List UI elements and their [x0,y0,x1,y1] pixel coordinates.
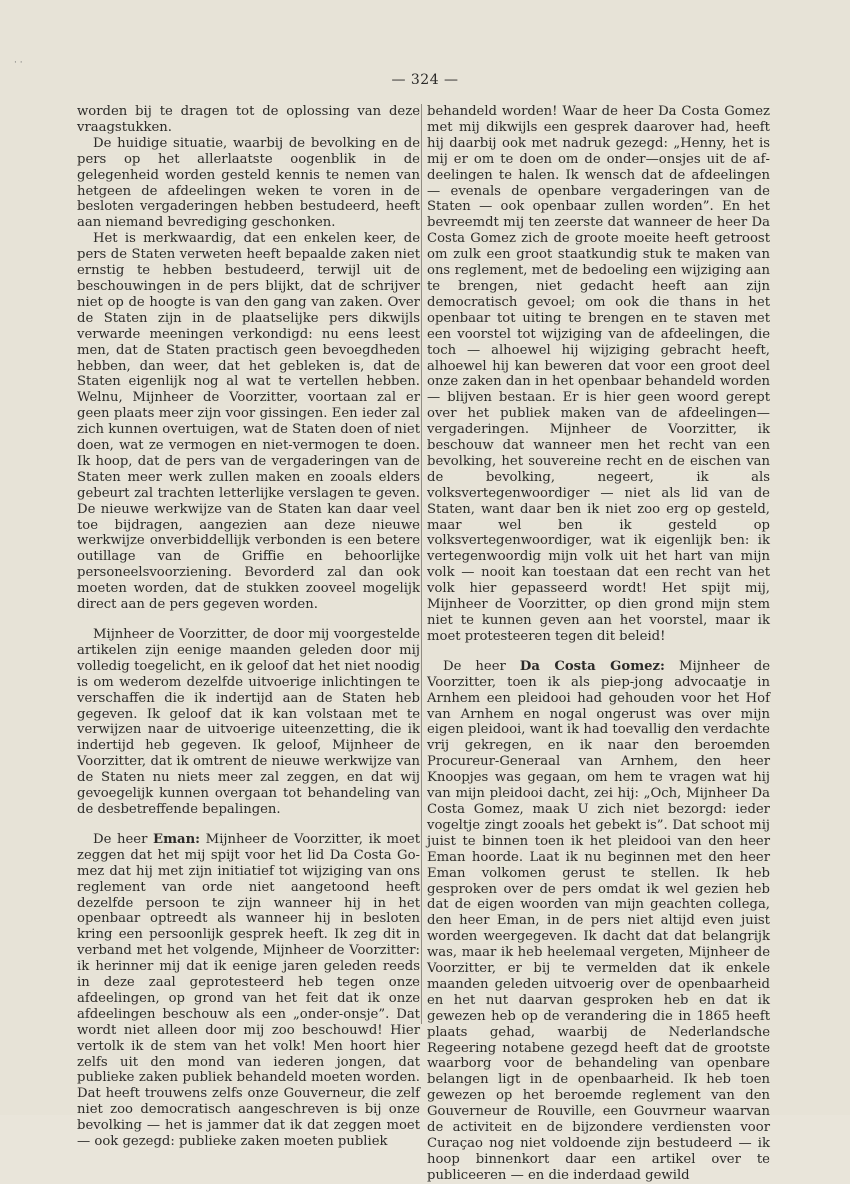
speech-paragraph [427,659,770,1184]
speaker-name: Da Costa Gomez: [519,658,665,674]
speech-paragraph [77,832,420,1150]
margin-mark: · · [14,58,23,68]
column-divider [421,104,422,1024]
paragraph: Het is merkwaardig, dat een enkelen keer, de pers de Staten verweten heeft bepaalde zaken niet ernstig te hebben bestudeerd, terwijl uit de beschouwingen in de pers blijkt, dat de schrijver niet op de hoogte is van den gang van zaken. Over de Staten zijn in de plaatselijke pers dikwijls verwarde meeningen verkondigd: nu eens leest men, dat de Staten practisch geen bevoegdheden hebben, dan weer, dat het gebleken is, dat de Staten eigenlijk nog al wat te vertellen hebben. Welnu, Mijnheer de Voorzitter, voortaan zal er geen plaats meer zijn voor gissingen. Een ieder zal zich kunnen overtuigen, wat de Staten doen of niet doen, wat ze vermogen en niet-vermogen te doen. Ik hoop, dat de pers van de vergaderingen van de Staten meer werk zullen maken en zooals elders gebeurt zal trachten letterlijke verslagen te geven. De nieuwe werkwijze van de Staten kan daar veel toe bijdragen, aangezien aan deze nieuwe werkwijze onverbiddellijk verbonden is een betere outillage van de Griffie en behoorlijke personeelsvoorziening. Bevorderd zal dan ook moeten worden, dat de stukken zooveel mogelijk direct aan de pers gegeven worden. [77,231,420,613]
paragraph: behandeld worden! Waar de heer Da Costa Gomez met mij dikwijls een gesprek daarover had, heeft hij daarbij ook met nadruk gezegd: „Henny, het is mij er om te doen om de onder—onsjes uit de afdeelingen te halen. Ik wensch dat de afdeelingen — evenals de openbare vergaderingen van de Staten — ook openbaar zullen worden”. En het bevreemdt mij ten zeerste dat wanneer de heer Da Costa Gomez zich de groote moeite heeft getroost om zulk een groot staatkundig stuk te maken van ons reglement, met de bedoeling een wijziging aan te brengen, niet gedacht heeft aan zijn democratisch gevoel; om ook die thans in het openbaar tot uiting te brengen en te staven met een voorstel tot wijziging van de afdeelingen, die toch — alhoewel hij wijziging gebracht heeft, alhoewel hij kan beweren dat voor een groot deel onze zaken dan in het openbaar behandeld worden — blijven bestaan. Er is hier geen woord gerept over het publiek maken van de afdeelingen—vergaderingen. Mijnheer de Voorzitter, ik beschouw dat wanneer men het recht van een bevolking, het souvereine recht en de eischen van de bevolking, negeert, ik als volksvertegenwoordiger — niet als lid van de Staten, want daar ben ik niet zoo erg op gesteld, maar wel ben ik gesteld op volksvertegenwoordiger, wat ik eigenlijk ben: ik vertegenwoordig mijn volk uit het hart van mijn volk — nooit kan toestaan dat een recht van het volk hier gepasseerd wordt! Het spijt mij, Mijnheer de Voorzitter, op dien grond mijn stem niet te kunnen geven aan het voorstel, maar ik moet protesteeren tegen dit beleid! [427,104,770,644]
paragraph: worden bij te dragen tot de oplossing van deze vraagstukken. [77,104,420,135]
speaker-name: Eman: [153,831,201,847]
speaker-prefix: De heer [93,831,154,847]
speech-text: Mijnheer de Voorzitter, toen ik als piep-jong advocaatje in Arnhem een pleidooi had gehouden voor het Hof van Arnhem en nogal ongerust was over mijn eigen pleidooi, want ik had toevallig den verdachte vrij gekregen, en ik naar den beroemden Procureur-Generaal van Arnhem, den heer Knoopjes was gegaan, om hem te vragen wat hij van mijn pleidooi dacht, zei hij: „Och, Mijnheer Da Costa Gomez, maak U zich niet bezorgd: ieder vogeltje zingt zooals het gebekt is”. Dat schoot mij juist te binnen toen ik het pleidooi van den heer Eman hoorde. Laat ik nu beginnen met den heer Eman volkomen gerust te stellen. Ik heb gesproken over de pers omdat ik wel gezien heb dat de eigen woorden van mijn geachten collega, den heer Eman, in de pers niet altijd even juist worden weergegeven. Ik dacht dat dat belangrijk was, maar ik heb heelemaal vergeten, Mijnheer de Voorzitter, er bij te vermelden dat ik enkele maanden geleden uitvoerig over de openbaarheid en het nut daarvan gesproken heb en dat ik gewezen heb op de verandering die in 1865 heeft plaats gehad, waarbij de Nederlandsche Regeering notabene gezegd heeft dat de grootste waarborg voor de behandeling van openbare belangen ligt in de openbaarheid. Ik heb toen gewezen op het beroemde reglement van den Gouverneur de Rouville, een Gouvrneur waarvan de activiteit en de bijzondere verdiensten voor Curaçao nog niet voldoende zijn bestudeerd — ik hoop binnenkort daar een artikel over te publiceeren — en die inderdaad gewild [427,658,770,1183]
paragraph: Mijnheer de Voorzitter, de door mij voorgestelde artikelen zijn eenige maanden geleden door mij volledig toegelicht, en ik geloof dat het niet noodig is om wederom dezelfde uitvoerige inlichtingen te verschaffen die ik indertijd aan de Staten heb gegeven. Ik geloof dat ik kan volstaan met te verwijzen naar de uitvoerige uiteenzetting, die ik indertijd heb gegeven. Ik geloof, Mijnheer de Voorzitter, dat ik omtrent de nieuwe werkwijze van de Staten nu niets meer zal zeggen, en dat wij gevoegelijk kunnen overgaan tot behandeling van de desbetreffende bepalingen. [77,627,420,817]
speech-text: Mijnheer de Voorzitter, ik moet zeggen dat het mij spijt voor het lid Da Costa Gomez dat hij met zijn initiatief tot wijziging van ons reglement van orde niet aangetoond heeft dezelfde persoon te zijn wanneer hij in het openbaar optreedt als wanneer hij in besloten kring een persoonlijk gesprek heeft. Ik zeg dit in verband met het volgende, Mijnheer de Voorzitter: ik herinner mij dat ik eenige jaren geleden reeds in deze zaal geprotesteerd heb tegen onze afdeelingen, op grond van het feit dat ik onze afdeelingen beschouw als een „onder-onsje”. Dat wordt niet alleen door mij zoo beschouwd! Hier vertolk ik de stem van het volk! Men hoort hier zelfs uit den mond van iederen jongen, dat publieke zaken publiek behandeld moeten worden. Dat heeft trouwens zelfs onze Gouverneur, die zelf niet zoo democratisch aangeschreven is bij onze bevolking — het is jammer dat ik dat zeggen moet — ook gezegd: publieke zaken moeten publiek [77,831,421,1150]
paragraph: De huidige situatie, waarbij de bevolking en de pers op het allerlaatste oogenblik in de gelegenheid worden gesteld kennis te nemen van hetgeen de afdeelingen weken te voren in de besloten vergaderingen hebben bestudeerd, heeft aan niemand bevrediging geschonken. [77,135,420,231]
right-column [427,104,770,1184]
speaker-prefix: De heer [443,658,520,674]
left-column [77,104,420,1150]
page-number: — 324 — [391,72,459,88]
